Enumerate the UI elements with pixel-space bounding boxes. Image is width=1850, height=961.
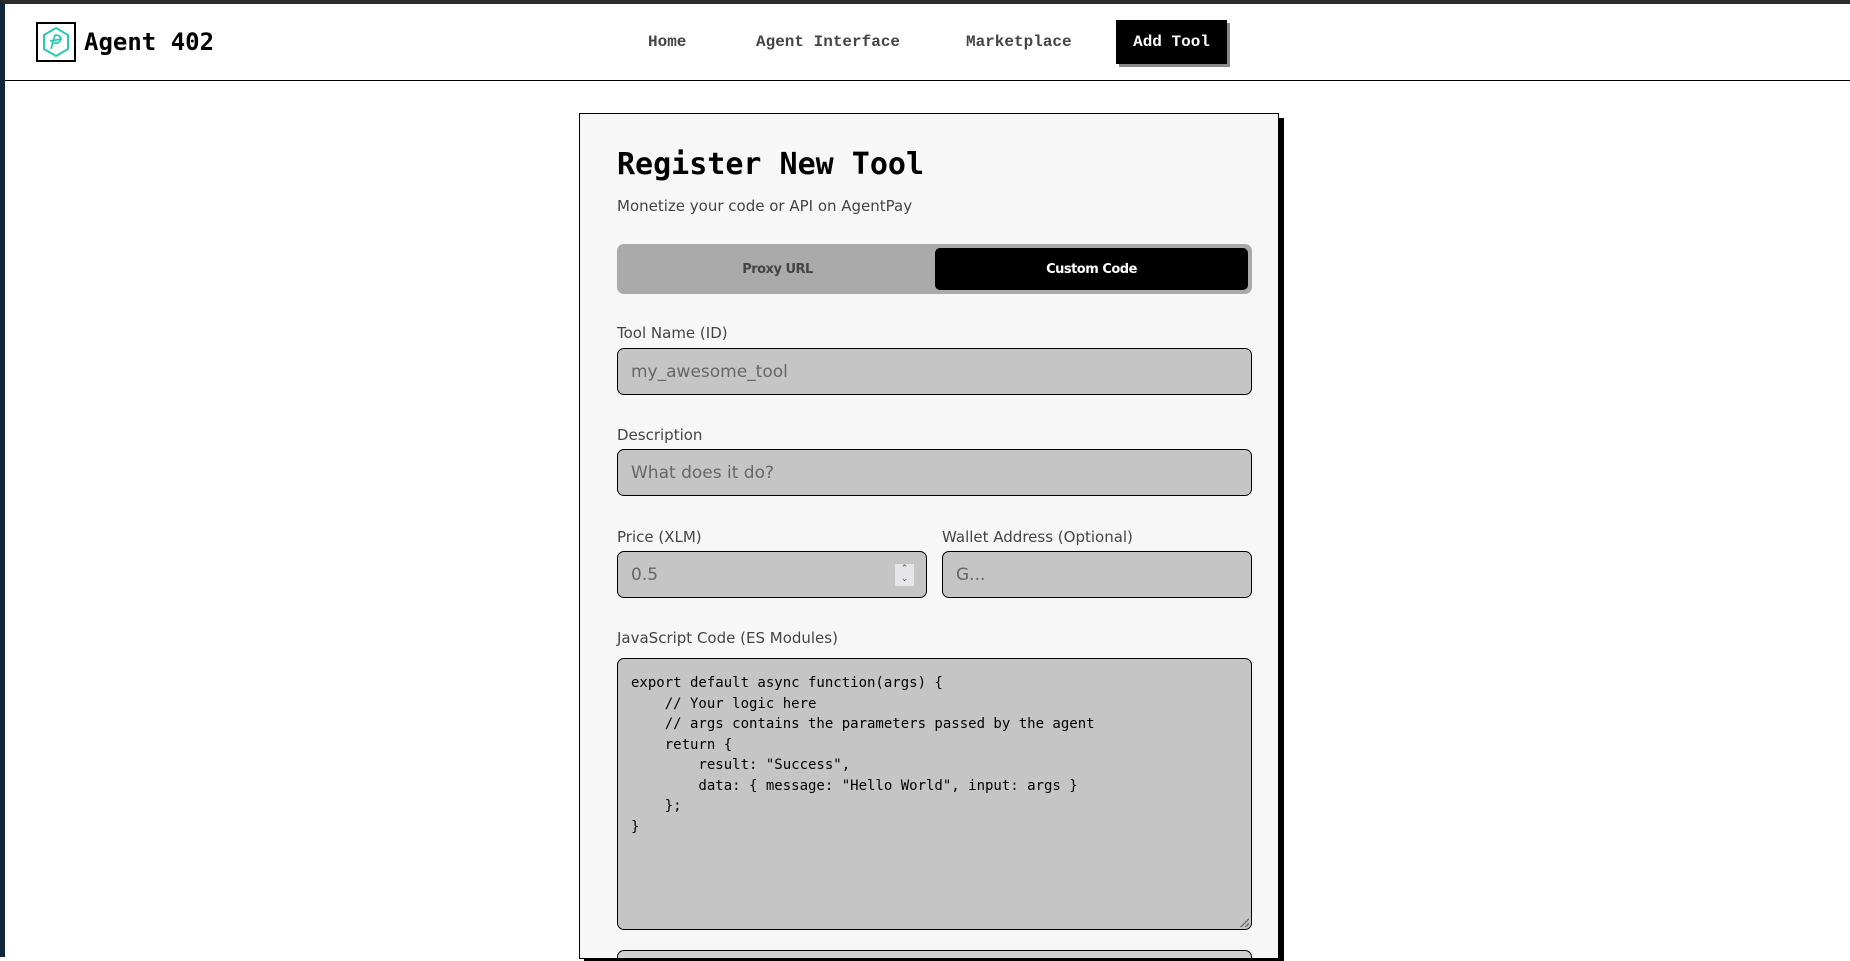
- description-input[interactable]: What does it do?: [617, 449, 1252, 496]
- nav-marketplace[interactable]: Marketplace: [966, 33, 1072, 51]
- nav-agent-interface[interactable]: Agent Interface: [756, 33, 901, 51]
- next-field[interactable]: [617, 950, 1252, 958]
- price-value: 0.5: [631, 564, 659, 585]
- add-tool-button[interactable]: Add Tool: [1116, 20, 1227, 64]
- tab-custom-code[interactable]: Custom Code: [935, 248, 1248, 290]
- description-label: Description: [617, 426, 703, 444]
- nav-home[interactable]: Home: [648, 33, 687, 51]
- mode-toggle: [617, 244, 1252, 294]
- tool-name-input[interactable]: my_awesome_tool: [617, 348, 1252, 395]
- code-editor[interactable]: [617, 658, 1252, 930]
- resize-handle-icon[interactable]: [1240, 918, 1249, 927]
- tab-proxy-url[interactable]: Proxy URL: [742, 261, 813, 277]
- register-tool-card: [579, 113, 1279, 959]
- price-label: Price (XLM): [617, 528, 702, 546]
- wallet-label: Wallet Address (Optional): [942, 528, 1133, 546]
- code-label: JavaScript Code (ES Modules): [617, 629, 838, 647]
- brand-name[interactable]: Agent 402: [84, 28, 215, 56]
- wallet-input[interactable]: G...: [942, 551, 1252, 598]
- tool-name-label: Tool Name (ID): [617, 324, 728, 342]
- logo-icon[interactable]: [36, 22, 76, 62]
- page-title: Register New Tool: [617, 147, 925, 182]
- page-subtitle: Monetize your code or API on AgentPay: [617, 197, 913, 215]
- price-input[interactable]: [617, 551, 927, 598]
- spinner-icon[interactable]: ⌃ ⌄: [895, 564, 914, 586]
- code-text: export default async function(args) { // Your logic here // args contains the parameters passed by the agent return { result: "Success", data: { message: "Hello World", input: args } }; }: [631, 675, 1095, 835]
- top-nav-bar: [5, 4, 1850, 81]
